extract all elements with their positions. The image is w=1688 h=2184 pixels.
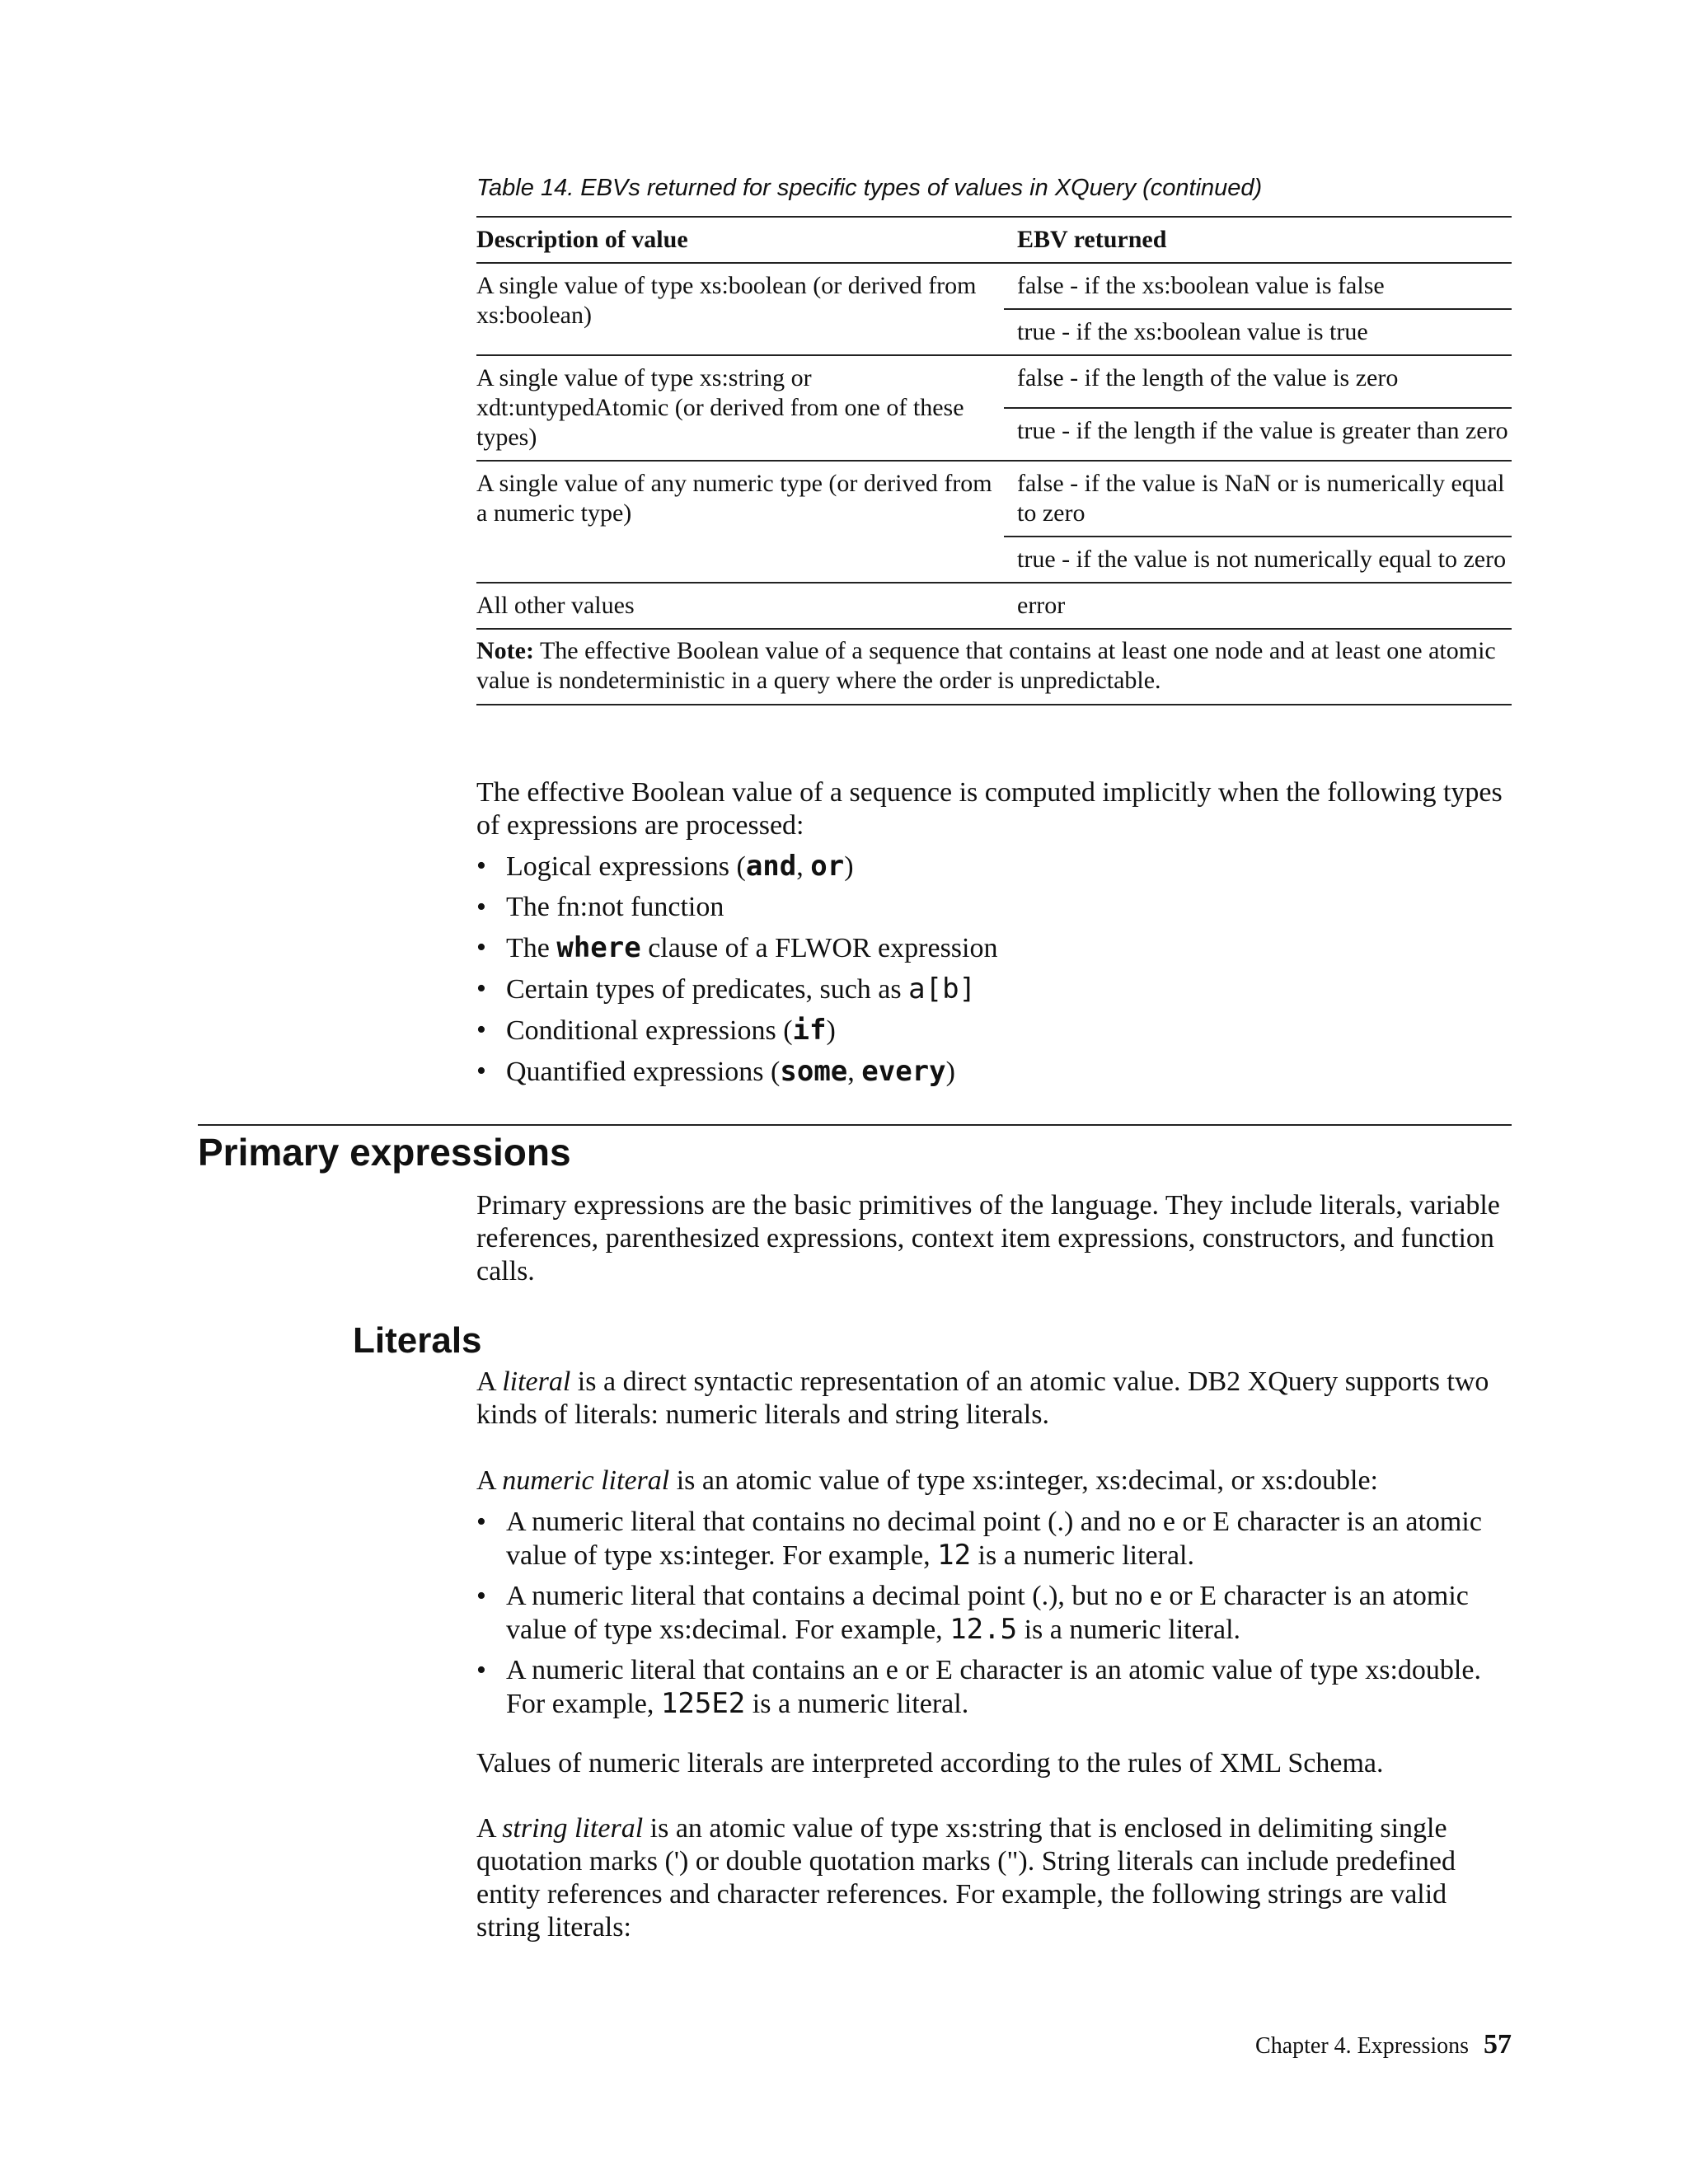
table-cell: A single value of type xs:boolean (or derived from xs:boolean) — [476, 263, 1004, 355]
list-item: • Quantified expressions (some, every) — [476, 1055, 955, 1088]
table-cell: A single value of any numeric type (or derived from a numeric type) — [476, 461, 1004, 583]
table-caption: Table 14. EBVs returned for specific types of values in XQuery (continued) — [476, 175, 1263, 201]
table-header-row — [476, 217, 1512, 263]
table-cell: true - if the value is not numerically equal to zero — [1004, 537, 1512, 583]
note-text: The effective Boolean value of a sequence that contains at least one node and at least one atomic value is nondeterministic in a query where the order is unpredictable. — [476, 637, 1496, 694]
table-cell: false - if the length of the value is zero — [1004, 355, 1512, 408]
list-item: • Conditional expressions (if) — [476, 1014, 836, 1047]
table-header: EBV returned — [1004, 217, 1512, 263]
list-item: • A numeric literal that contains a decimal point (.), but no e or E character is an atomic value of type xs:decimal. For example, 12.5 is a numeric literal. — [476, 1581, 1469, 1646]
page-footer — [1255, 2029, 1512, 2060]
page-number: 57 — [1484, 2029, 1512, 2060]
table-cell: false - if the value is NaN or is numerically equal to zero — [1004, 461, 1512, 537]
section-divider — [198, 1124, 1512, 1126]
primary-paragraph: Primary expressions are the basic primitives of the language. They include literals, variable references, parenthesized expressions, context item expressions, constructors, and function calls. — [476, 1190, 1500, 1286]
table-row — [476, 355, 1512, 408]
numeric-rules-paragraph: Values of numeric literals are interpreted according to the rules of XML Schema. — [476, 1748, 1384, 1779]
ebv-intro: The effective Boolean value of a sequence is computed implicitly when the following types of expressions are processed: — [476, 777, 1503, 841]
table-cell: error — [1004, 583, 1512, 629]
table-cell: A single value of type xs:string or xdt:untypedAtomic (or derived from one of these types) — [476, 355, 1004, 461]
numeric-literal-paragraph: A numeric literal is an atomic value of type xs:integer, xs:decimal, or xs:double: — [476, 1465, 1378, 1496]
table-row — [476, 461, 1512, 537]
table-note-row — [476, 629, 1512, 705]
string-literal-paragraph: A string literal is an atomic value of type xs:string that is enclosed in delimiting single quotation marks (') or double quotation marks ("). String literals can include predefined entity references and character references. For example, the following strings are valid string literals: — [476, 1813, 1456, 1943]
ebv-table — [476, 216, 1512, 705]
list-item: • A numeric literal that contains no decimal point (.) and no e or E character is an atomic value of type xs:integer. For example, 12 is a numeric literal. — [476, 1507, 1482, 1572]
list-item: • The fn:not function — [476, 892, 724, 922]
table-header: Description of value — [476, 217, 1004, 263]
subsection-heading: Literals — [353, 1320, 482, 1361]
list-item: • Certain types of predicates, such as a[b] — [476, 972, 977, 1005]
table-cell: true - if the length if the value is greater than zero — [1004, 408, 1512, 461]
table-cell: All other values — [476, 583, 1004, 629]
table-note — [476, 629, 1512, 705]
table-cell: false - if the xs:boolean value is false — [1004, 263, 1512, 309]
ebv-bullet-list — [476, 850, 1515, 1096]
list-item: • The where clause of a FLWOR expression — [476, 931, 998, 964]
table-row — [476, 583, 1512, 629]
list-item: • Logical expressions (and, or) — [476, 850, 854, 883]
note-label: Note: — [476, 637, 534, 664]
table-cell: true - if the xs:boolean value is true — [1004, 309, 1512, 355]
list-item: • A numeric literal that contains an e or E character is an atomic value of type xs:double. For example, 125E2 is a numeric literal. — [476, 1655, 1481, 1720]
literal-paragraph: A literal is a direct syntactic representation of an atomic value. DB2 XQuery supports two kinds of literals: numeric literals and string literals. — [476, 1366, 1489, 1430]
chapter-label: Chapter 4. Expressions — [1255, 2033, 1469, 2059]
section-heading: Primary expressions — [198, 1131, 571, 1174]
table-row — [476, 263, 1512, 309]
numeric-literal-list — [476, 1506, 1515, 1728]
